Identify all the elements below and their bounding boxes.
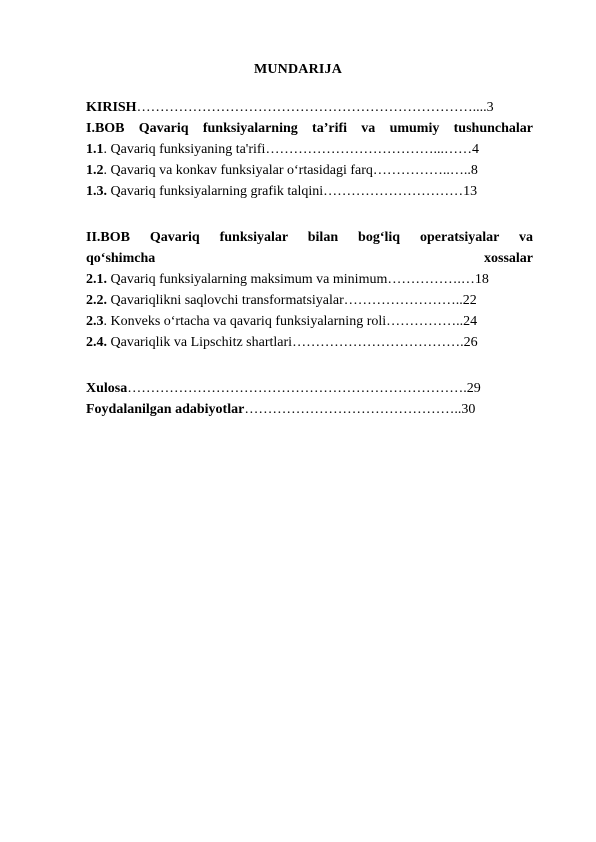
toc-leader: ………………………………...…… bbox=[265, 142, 472, 157]
toc-text: Qavariqlik va Lipschitz shartlari bbox=[107, 335, 293, 350]
toc-text: Qavariq funksiyalarning grafik talqini bbox=[107, 184, 324, 199]
toc-number: 2.2. bbox=[86, 293, 107, 308]
toc-number: 2.3 bbox=[86, 314, 104, 329]
toc-text: . Qavariq funksiyaning ta'rifi bbox=[103, 142, 266, 157]
toc-leader: ……………………………………………………………….... bbox=[136, 100, 487, 115]
toc-entry-2-1 bbox=[86, 272, 533, 288]
toc-text: Qavariqlikni saqlovchi transformatsiyalar bbox=[107, 293, 344, 308]
toc-page: 22 bbox=[462, 293, 477, 308]
toc-page: 8 bbox=[470, 163, 478, 178]
toc-number: 1.1 bbox=[86, 142, 104, 157]
toc-leader: ……………..….. bbox=[372, 163, 471, 178]
toc-page: 26 bbox=[463, 335, 478, 350]
heading-right: xossalar bbox=[484, 251, 533, 266]
toc-chapter-1-heading: I.BOB Qavariq funksiyalarning ta’rifi va umumiy tushunchalar bbox=[86, 121, 533, 136]
toc-text: Qavariq funksiyalarning maksimum va minimum bbox=[107, 272, 388, 287]
toc-page: 29 bbox=[466, 381, 481, 396]
heading-left: qo‘shimcha bbox=[86, 251, 156, 266]
toc-leader: ………………………… bbox=[323, 184, 464, 199]
toc-page: 18 bbox=[474, 272, 489, 287]
toc-leader: ………………………………. bbox=[292, 335, 464, 350]
toc-page: 4 bbox=[471, 142, 479, 157]
toc-text: . Qavariq va konkav funksiyalar o‘rtasidagi farq bbox=[103, 163, 373, 178]
toc-entry-intro bbox=[86, 100, 533, 116]
toc-entry-2-3 bbox=[86, 314, 533, 330]
toc-number: 2.1. bbox=[86, 272, 107, 287]
toc-page: 30 bbox=[461, 402, 476, 417]
toc-number: 1.2 bbox=[86, 163, 104, 178]
toc-number: 2.4. bbox=[86, 335, 107, 350]
toc-entry-1-2 bbox=[86, 163, 533, 179]
toc-entry-conclusion bbox=[86, 381, 533, 397]
toc-leader: …………………….. bbox=[343, 293, 463, 308]
toc-page: 13 bbox=[463, 184, 478, 199]
toc-chapter-2-heading-line-1: II.BOB Qavariq funksiyalar bilan bog‘liq operatsiyalar va bbox=[86, 230, 533, 245]
toc-leader: …………….. bbox=[386, 314, 464, 329]
toc-entry-2-2 bbox=[86, 293, 533, 309]
toc-entry-2-4 bbox=[86, 335, 533, 351]
toc-number: 1.3. bbox=[86, 184, 107, 199]
toc-leader: …………….… bbox=[387, 272, 475, 287]
toc-page: 24 bbox=[463, 314, 478, 329]
toc-text: . Konveks o‘rtacha va qavariq funksiyalarning roli bbox=[103, 314, 387, 329]
toc-label: Xulosa bbox=[86, 381, 128, 396]
page-title: MUNDARIJA bbox=[253, 62, 343, 77]
toc-entry-1-1 bbox=[86, 142, 533, 158]
toc-chapter-2-heading-line-2 bbox=[86, 251, 533, 267]
toc-page: 3 bbox=[486, 100, 494, 115]
toc-leader: ……………………………………….. bbox=[244, 402, 462, 417]
toc-leader: ………………………………………………………………. bbox=[127, 381, 467, 396]
toc-entry-1-3 bbox=[86, 184, 533, 200]
toc-label: KIRISH bbox=[86, 100, 137, 115]
toc-entry-references bbox=[86, 402, 533, 418]
toc-label: Foydalanilgan adabiyotlar bbox=[86, 402, 245, 417]
